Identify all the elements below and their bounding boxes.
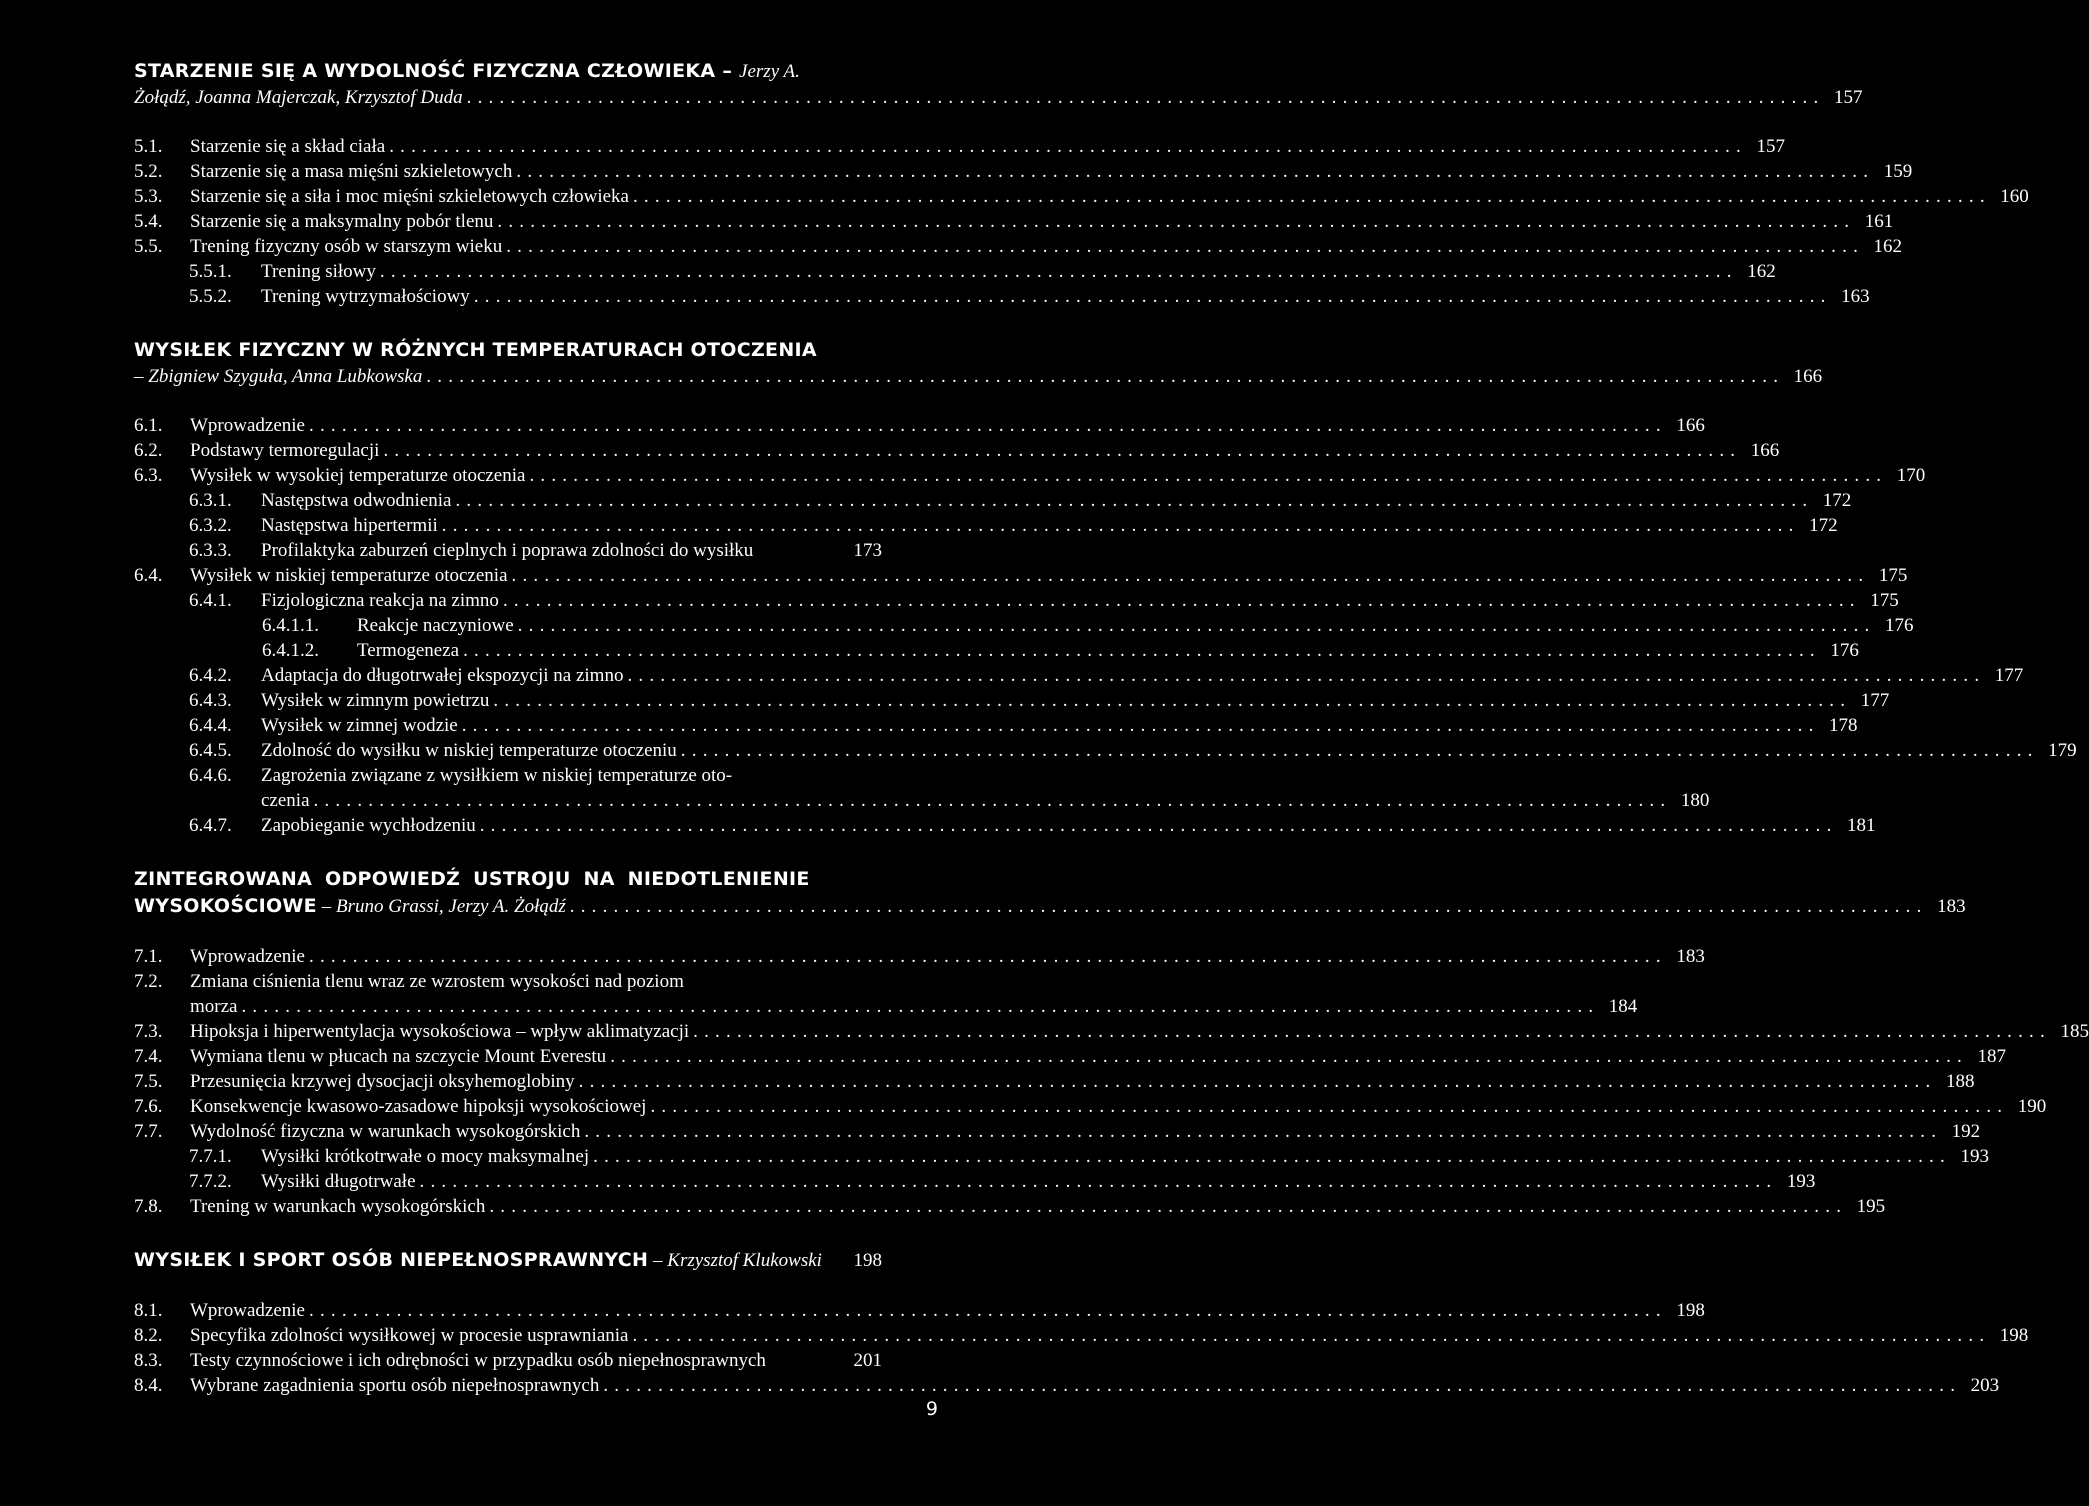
toc-entry: 7.6. Konsekwencje kwasowo-zasadowe hipoksji wysokościowej ............................................................................................................................ 190: [134, 1096, 2047, 1117]
toc-entry: 5.1. Starzenie się a skład ciała ............................................................................................................................ 157: [134, 136, 1785, 157]
toc-entry: 7.4. Wymiana tlenu w płucach na szczycie Mount Everestu ............................................................................................................................ 187: [134, 1046, 2006, 1067]
toc-entry: 7.7. Wydolność fizyczna w warunkach wysokogórskich ............................................................................................................................ 192: [134, 1121, 1981, 1142]
chapter-8: [134, 1247, 2029, 1398]
toc-entry: 8.1. Wprowadzenie ............................................................................................................................ 198: [134, 1300, 1705, 1321]
toc-entry: 6.4.3. Wysiłek w zimnym powietrzu ............................................................................................................................ 177: [189, 690, 1890, 711]
toc-entry: 5.5.1. Trening siłowy ............................................................................................................................ 162: [189, 261, 1776, 282]
toc-entry: 7.7.1. Wysiłki krótkotrwałe o mocy maksymalnej ............................................................................................................................ 193: [189, 1146, 1989, 1167]
toc-entry: 5.5. Trening fizyczny osób w starszym wieku ............................................................................................................................ 162: [134, 236, 1903, 257]
toc-entry: 6.3.3. Profilaktyka zaburzeń cieplnych i poprawa zdolności do wysiłku 173: [189, 540, 882, 561]
chapter-7: [134, 866, 2089, 1219]
toc-entry: 8.3. Testy czynnościowe i ich odrębności w przypadku osób niepełnosprawnych 201: [134, 1350, 882, 1371]
table-of-contents: [134, 58, 2089, 1398]
toc-entry: 7.1. Wprowadzenie ............................................................................................................................ 183: [134, 946, 1705, 967]
toc-entry: 6.4.1.2. Termogeneza ............................................................................................................................ 176: [262, 640, 1859, 661]
toc-entry: 6.4.6. Zagrożenia związane z wysiłkiem w niskiej temperaturze oto- czenia ............................................................................................................................ 180: [189, 765, 1710, 811]
chapter-title-line: WYSIŁEK I SPORT OSÓB NIEPEŁNOSPRAWNYCH – Krzysztof Klukowski 198: [134, 1249, 882, 1271]
toc-entry: 5.4. Starzenie się a maksymalny pobór tlenu ............................................................................................................................ 161: [134, 211, 1894, 232]
toc-entry: 7.8. Trening w warunkach wysokogórskich ............................................................................................................................ 195: [134, 1196, 1886, 1217]
toc-entry: 5.3. Starzenie się a siła i moc mięśni szkieletowych człowieka ............................................................................................................................ 160: [134, 186, 2029, 207]
chapter-title: ZINTEGROWANA ODPOWIEDŹ USTROJU NA NIEDOTLENIENIE: [134, 868, 810, 890]
toc-entry: 6.4.5. Zdolność do wysiłku w niskiej temperaturze otoczeniu ............................................................................................................................ 179: [189, 740, 2077, 761]
toc-entry: 6.4.2. Adaptacja do długotrwałej ekspozycji na zimno ............................................................................................................................ 177: [189, 665, 2024, 686]
toc-entry: 7.5. Przesunięcia krzywej dysocjacji oksyhemoglobiny ............................................................................................................................ 188: [134, 1071, 1975, 1092]
toc-entry: 6.3.1. Następstwa odwodnienia ............................................................................................................................ 172: [189, 490, 1852, 511]
toc-entry: 6.4.4. Wysiłek w zimnej wodzie ............................................................................................................................ 178: [189, 715, 1858, 736]
chapter-authors-line: Żołądź, Joanna Majerczak, Krzysztof Duda ............................................................................................................................ 157: [134, 87, 1863, 108]
toc-entry: 7.2. Zmiana ciśnienia tlenu wraz ze wzrostem wysokości nad poziom morza ............................................................................................................................ 184: [134, 971, 1638, 1017]
toc-entry: 6.4.1. Fizjologiczna reakcja na zimno ............................................................................................................................ 175: [189, 590, 1899, 611]
toc-entry: 6.3. Wysiłek w wysokiej temperaturze otoczenia ............................................................................................................................ 170: [134, 465, 1926, 486]
toc-entry: 6.2. Podstawy termoregulacji ............................................................................................................................ 166: [134, 440, 1780, 461]
toc-entry: 6.4.7. Zapobieganie wychłodzeniu ............................................................................................................................ 181: [189, 815, 1876, 836]
toc-entry: 5.5.2. Trening wytrzymałościowy ............................................................................................................................ 163: [189, 286, 1870, 307]
toc-entry: 6.3.2. Następstwa hipertermii ............................................................................................................................ 172: [189, 515, 1838, 536]
page-number: 9: [925, 1398, 938, 1420]
chapter-title: STARZENIE SIĘ A WYDOLNOŚĆ FIZYCZNA CZŁOWIEKA – Jerzy A.: [134, 60, 800, 82]
toc-entry: 8.4. Wybrane zagadnienia sportu osób niepełnosprawnych ............................................................................................................................ 203: [134, 1375, 2000, 1396]
toc-entry: 6.1. Wprowadzenie ............................................................................................................................ 166: [134, 415, 1705, 436]
chapter-title: WYSIŁEK FIZYCZNY W RÓŻNYCH TEMPERATURACH OTOCZENIA: [134, 339, 817, 361]
toc-entry: 7.7.2. Wysiłki długotrwałe ............................................................................................................................ 193: [189, 1171, 1816, 1192]
chapter-6: [134, 337, 2077, 838]
toc-entry: 7.3. Hipoksja i hiperwentylacja wysokościowa – wpływ aklimatyzacji ............................................................................................................................ 185: [134, 1021, 2089, 1042]
chapter-authors-line: WYSOKOŚCIOWE – Bruno Grassi, Jerzy A. Żołądź ............................................................................................................................ 183: [134, 895, 1966, 917]
toc-entry: 6.4.1.1. Reakcje naczyniowe ............................................................................................................................ 176: [262, 615, 1914, 636]
chapter-authors-line: – Zbigniew Szyguła, Anna Lubkowska ............................................................................................................................ 166: [134, 366, 1823, 387]
toc-entry: 5.2. Starzenie się a masa mięśni szkieletowych ............................................................................................................................ 159: [134, 161, 1913, 182]
toc-entry: 8.2. Specyfika zdolności wysiłkowej w procesie usprawniania ............................................................................................................................ 198: [134, 1325, 2029, 1346]
chapter-5: [134, 58, 2029, 309]
toc-entry: 6.4. Wysiłek w niskiej temperaturze otoczenia ............................................................................................................................ 175: [134, 565, 1908, 586]
